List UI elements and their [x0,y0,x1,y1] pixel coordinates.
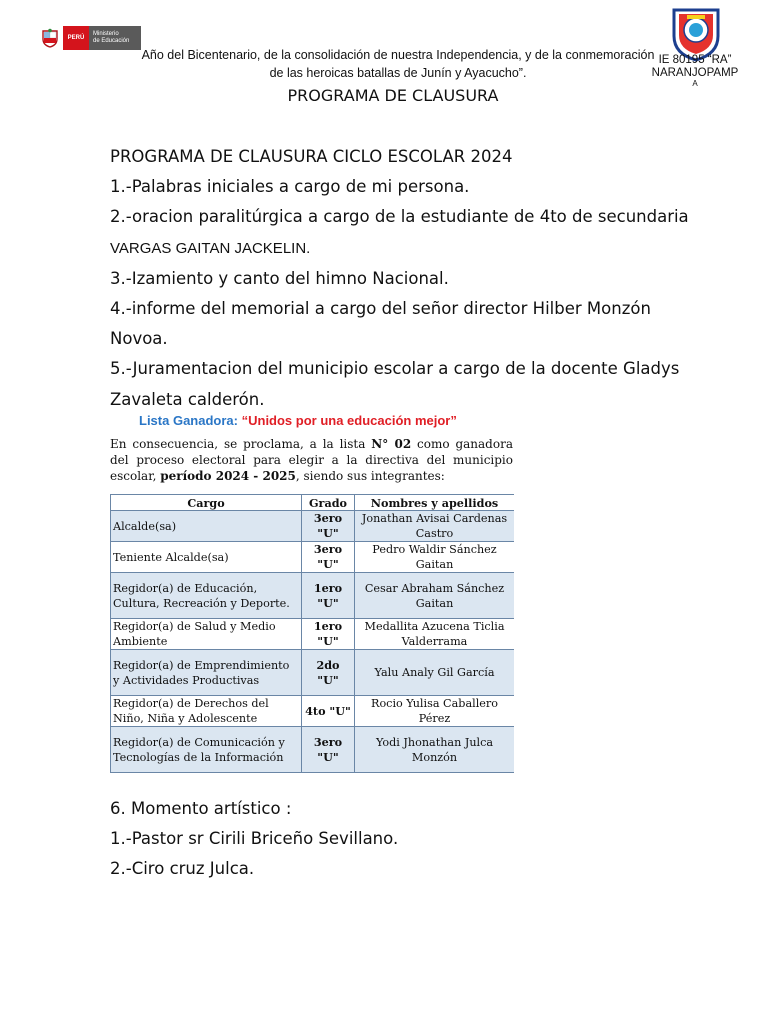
artistic-moment [110,794,690,885]
cell-cargo: Regidor(a) de Educación, Cultura, Recreación y Deporte. [111,573,302,619]
program-heading: PROGRAMA DE CLAUSURA CICLO ESCOLAR 2024 [110,147,513,166]
program-item-2-text: 2.-oracion paralitúrgica a cargo de la estudiante de 4to de secundaria [110,207,689,227]
winning-list-slogan: “Unidos por una educación mejor” [241,413,457,428]
period: período 2024 - 2025 [160,469,296,483]
program-item-5: 5.-Juramentacion del municipio escolar a cargo de la docente Gladys Zavaleta calderón. [110,359,680,409]
program-item-2 [110,202,690,263]
school-line2: NARANJOPAMP [651,67,739,79]
year-motto [108,46,688,82]
motto-line1: Año del Bicentenario, de la consolidación de nuestra Independencia, y de la conmemoración [141,48,655,62]
cell-nombre: Pedro Waldir Sánchez Gaitan [355,542,515,573]
cell-grado: 1ero "U" [302,573,355,619]
proclamation-part3: , siendo sus integrantes: [295,469,445,483]
cell-grado: 3ero "U" [302,542,355,573]
table-row [111,650,515,696]
cell-nombre: Medallita Azucena Ticlia Valderrama [355,619,515,650]
winning-list-label: Lista Ganadora [139,413,234,428]
program-item-1: 1.-Palabras iniciales a cargo de mi persona. [110,177,470,197]
cell-cargo: Regidor(a) de Derechos del Niño, Niña y Adolescente [111,696,302,727]
artistic-item-1: 1.-Pastor sr Cirili Briceño Sevillano. [110,829,399,849]
cell-nombre: Yodi Jhonathan Julca Monzón [355,727,515,773]
proclamation-text [110,436,513,484]
artistic-item-2: 2.-Ciro cruz Julca. [110,859,255,879]
table-header-row [111,495,515,511]
winning-list-colon: : [233,413,238,428]
table-row [111,619,515,650]
column-header-cargo: Cargo [111,495,302,511]
artistic-heading: 6. Momento artístico : [110,799,292,818]
cell-nombre: Cesar Abraham Sánchez Gaitan [355,573,515,619]
winning-list-header [139,413,457,428]
school-name [640,54,750,88]
cell-nombre: Jonathan Avisai Cardenas Castro [355,511,515,542]
column-header-grado: Grado [302,495,355,511]
table-row [111,573,515,619]
cell-cargo: Regidor(a) de Salud y Medio Ambiente [111,619,302,650]
cell-grado: 3ero "U" [302,511,355,542]
table-row [111,511,515,542]
peru-badge: PERÚ [63,26,89,50]
school-line1: IE 80195 “RA” [658,54,732,66]
list-number: N° 02 [371,437,412,451]
cell-grado: 1ero "U" [302,619,355,650]
document-title: PROGRAMA DE CLAUSURA [287,86,499,105]
peru-coat-of-arms-icon [40,28,60,48]
motto-line2: de las heroicas batallas de Junín y Ayacucho”. [269,66,527,80]
members-table [110,494,514,773]
ministry-line2: de Educación [93,38,130,44]
cell-cargo: Regidor(a) de Emprendimiento y Actividades Productivas [111,650,302,696]
cell-grado: 3ero "U" [302,727,355,773]
table-row [111,727,515,773]
program-item-3: 3.-Izamiento y canto del himno Nacional. [110,268,449,288]
cell-nombre: Yalu Analy Gil García [355,650,515,696]
program-list [110,142,690,415]
cell-grado: 4to "U" [302,696,355,727]
school-line3: A [692,79,698,88]
cell-cargo: Alcalde(sa) [111,511,302,542]
program-item-4: 4.-informe del memorial a cargo del señor director Hilber Monzón Novoa. [110,299,651,349]
column-header-nombres: Nombres y apellidos [355,495,515,511]
cell-cargo: Regidor(a) de Comunicación y Tecnologías de la Información [111,727,302,773]
table-row [111,696,515,727]
cell-nombre: Rocio Yulisa Caballero Pérez [355,696,515,727]
student-name: VARGAS GAITAN JACKELIN. [110,239,311,257]
cell-cargo: Teniente Alcalde(sa) [111,542,302,573]
cell-grado: 2do "U" [302,650,355,696]
table-row [111,542,515,573]
proclamation-part2: como ganadora del proceso electoral para elegir a la directiva del municipio escolar, [110,437,513,483]
proclamation-part1: En consecuencia, se proclama, a la lista [110,437,372,451]
ministry-line1: Ministerio [93,31,119,37]
